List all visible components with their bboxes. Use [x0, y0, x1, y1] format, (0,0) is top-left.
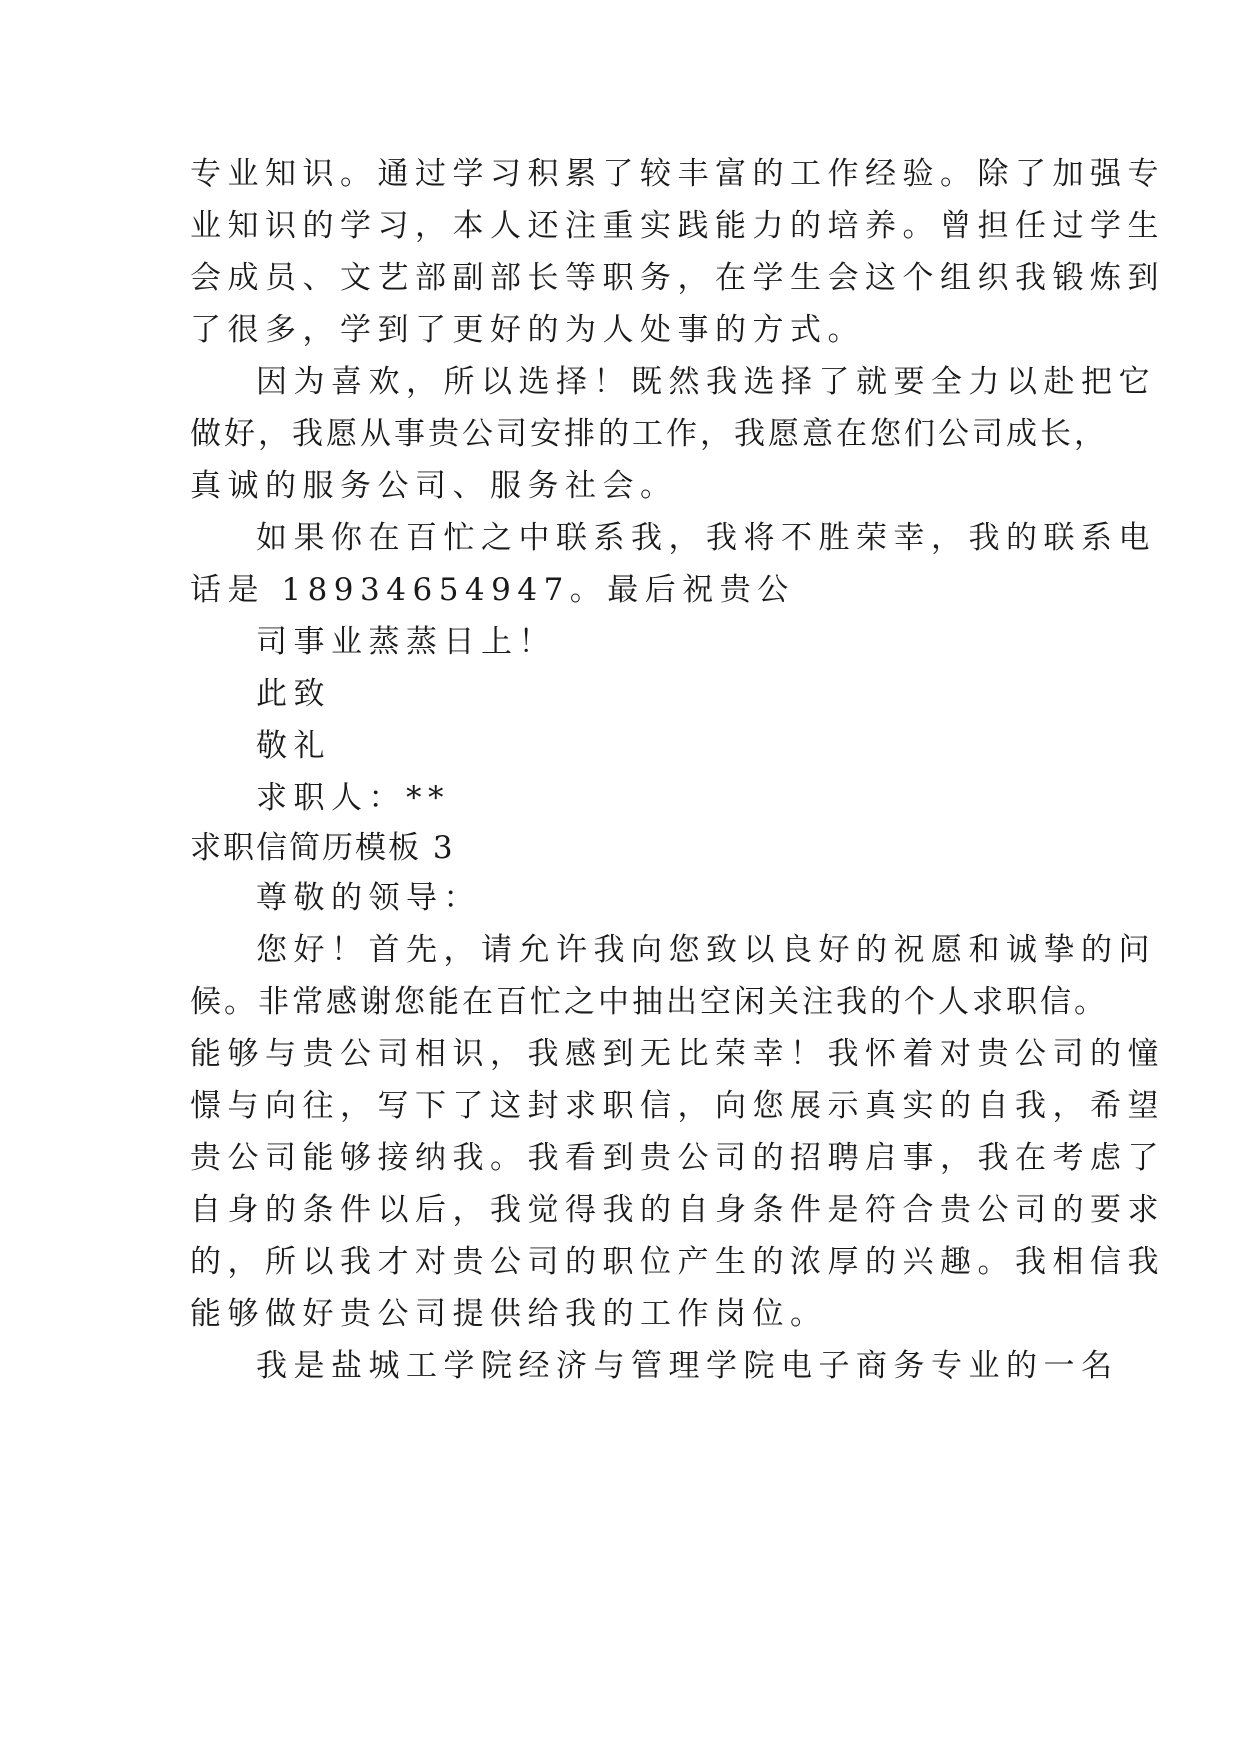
closing-line: 司事业蒸蒸日上！ [256, 624, 556, 660]
paragraph-line: 专业知识。通过学习积累了较丰富的工作经验。除了加强专 [190, 156, 1165, 192]
paragraph-line: 自身的条件以后，我觉得我的自身条件是符合贵公司的要求 [190, 1192, 1165, 1228]
greeting-line: 尊敬的领导： [256, 880, 481, 916]
paragraph-line: 做好，我愿从事贵公司安排的工作，我愿意在您们公司成长， [190, 416, 1108, 452]
paragraph-line: 真诚的服务公司、服务社会。 [190, 468, 678, 504]
paragraph-line: 候。非常感谢您能在百忙之中抽出空闲关注我的个人求职信。 [190, 984, 1108, 1020]
paragraph-line: 憬与向往，写下了这封求职信，向您展示真实的自我，希望 [190, 1088, 1165, 1124]
paragraph-line: 我是盐城工学院经济与管理学院电子商务专业的一名 [256, 1348, 1119, 1384]
salutation-line: 此致 [256, 676, 331, 712]
paragraph-line: 的，所以我才对贵公司的职位产生的浓厚的兴趣。我相信我 [190, 1244, 1165, 1280]
paragraph-line: 如果你在百忙之中联系我，我将不胜荣幸，我的联系电 [256, 520, 1156, 556]
paragraph-line: 能够与贵公司相识，我感到无比荣幸！我怀着对贵公司的憧 [190, 1036, 1165, 1072]
paragraph-line: 贵公司能够接纳我。我看到贵公司的招聘启事，我在考虑了 [190, 1140, 1165, 1176]
salutation-line: 敬礼 [256, 728, 331, 764]
paragraph-line: 能够做好贵公司提供给我的工作岗位。 [190, 1296, 828, 1332]
paragraph-line: 您好！首先，请允许我向您致以良好的祝愿和诚挚的问 [256, 932, 1156, 968]
paragraph-line: 会成员、文艺部副部长等职务，在学生会这个组织我锻炼到 [190, 260, 1165, 296]
section-title: 求职信简历模板 3 [190, 830, 455, 866]
paragraph-line: 因为喜欢，所以选择！既然我选择了就要全力以赴把它 [256, 364, 1156, 400]
paragraph-line: 了很多，学到了更好的为人处事的方式。 [190, 312, 865, 348]
paragraph-line: 业知识的学习，本人还注重实践能力的培养。曾担任过学生 [190, 208, 1165, 244]
signature-line: 求职人：** [256, 780, 450, 816]
paragraph-line: 话是 18934654947。最后祝贵公 [190, 572, 795, 608]
